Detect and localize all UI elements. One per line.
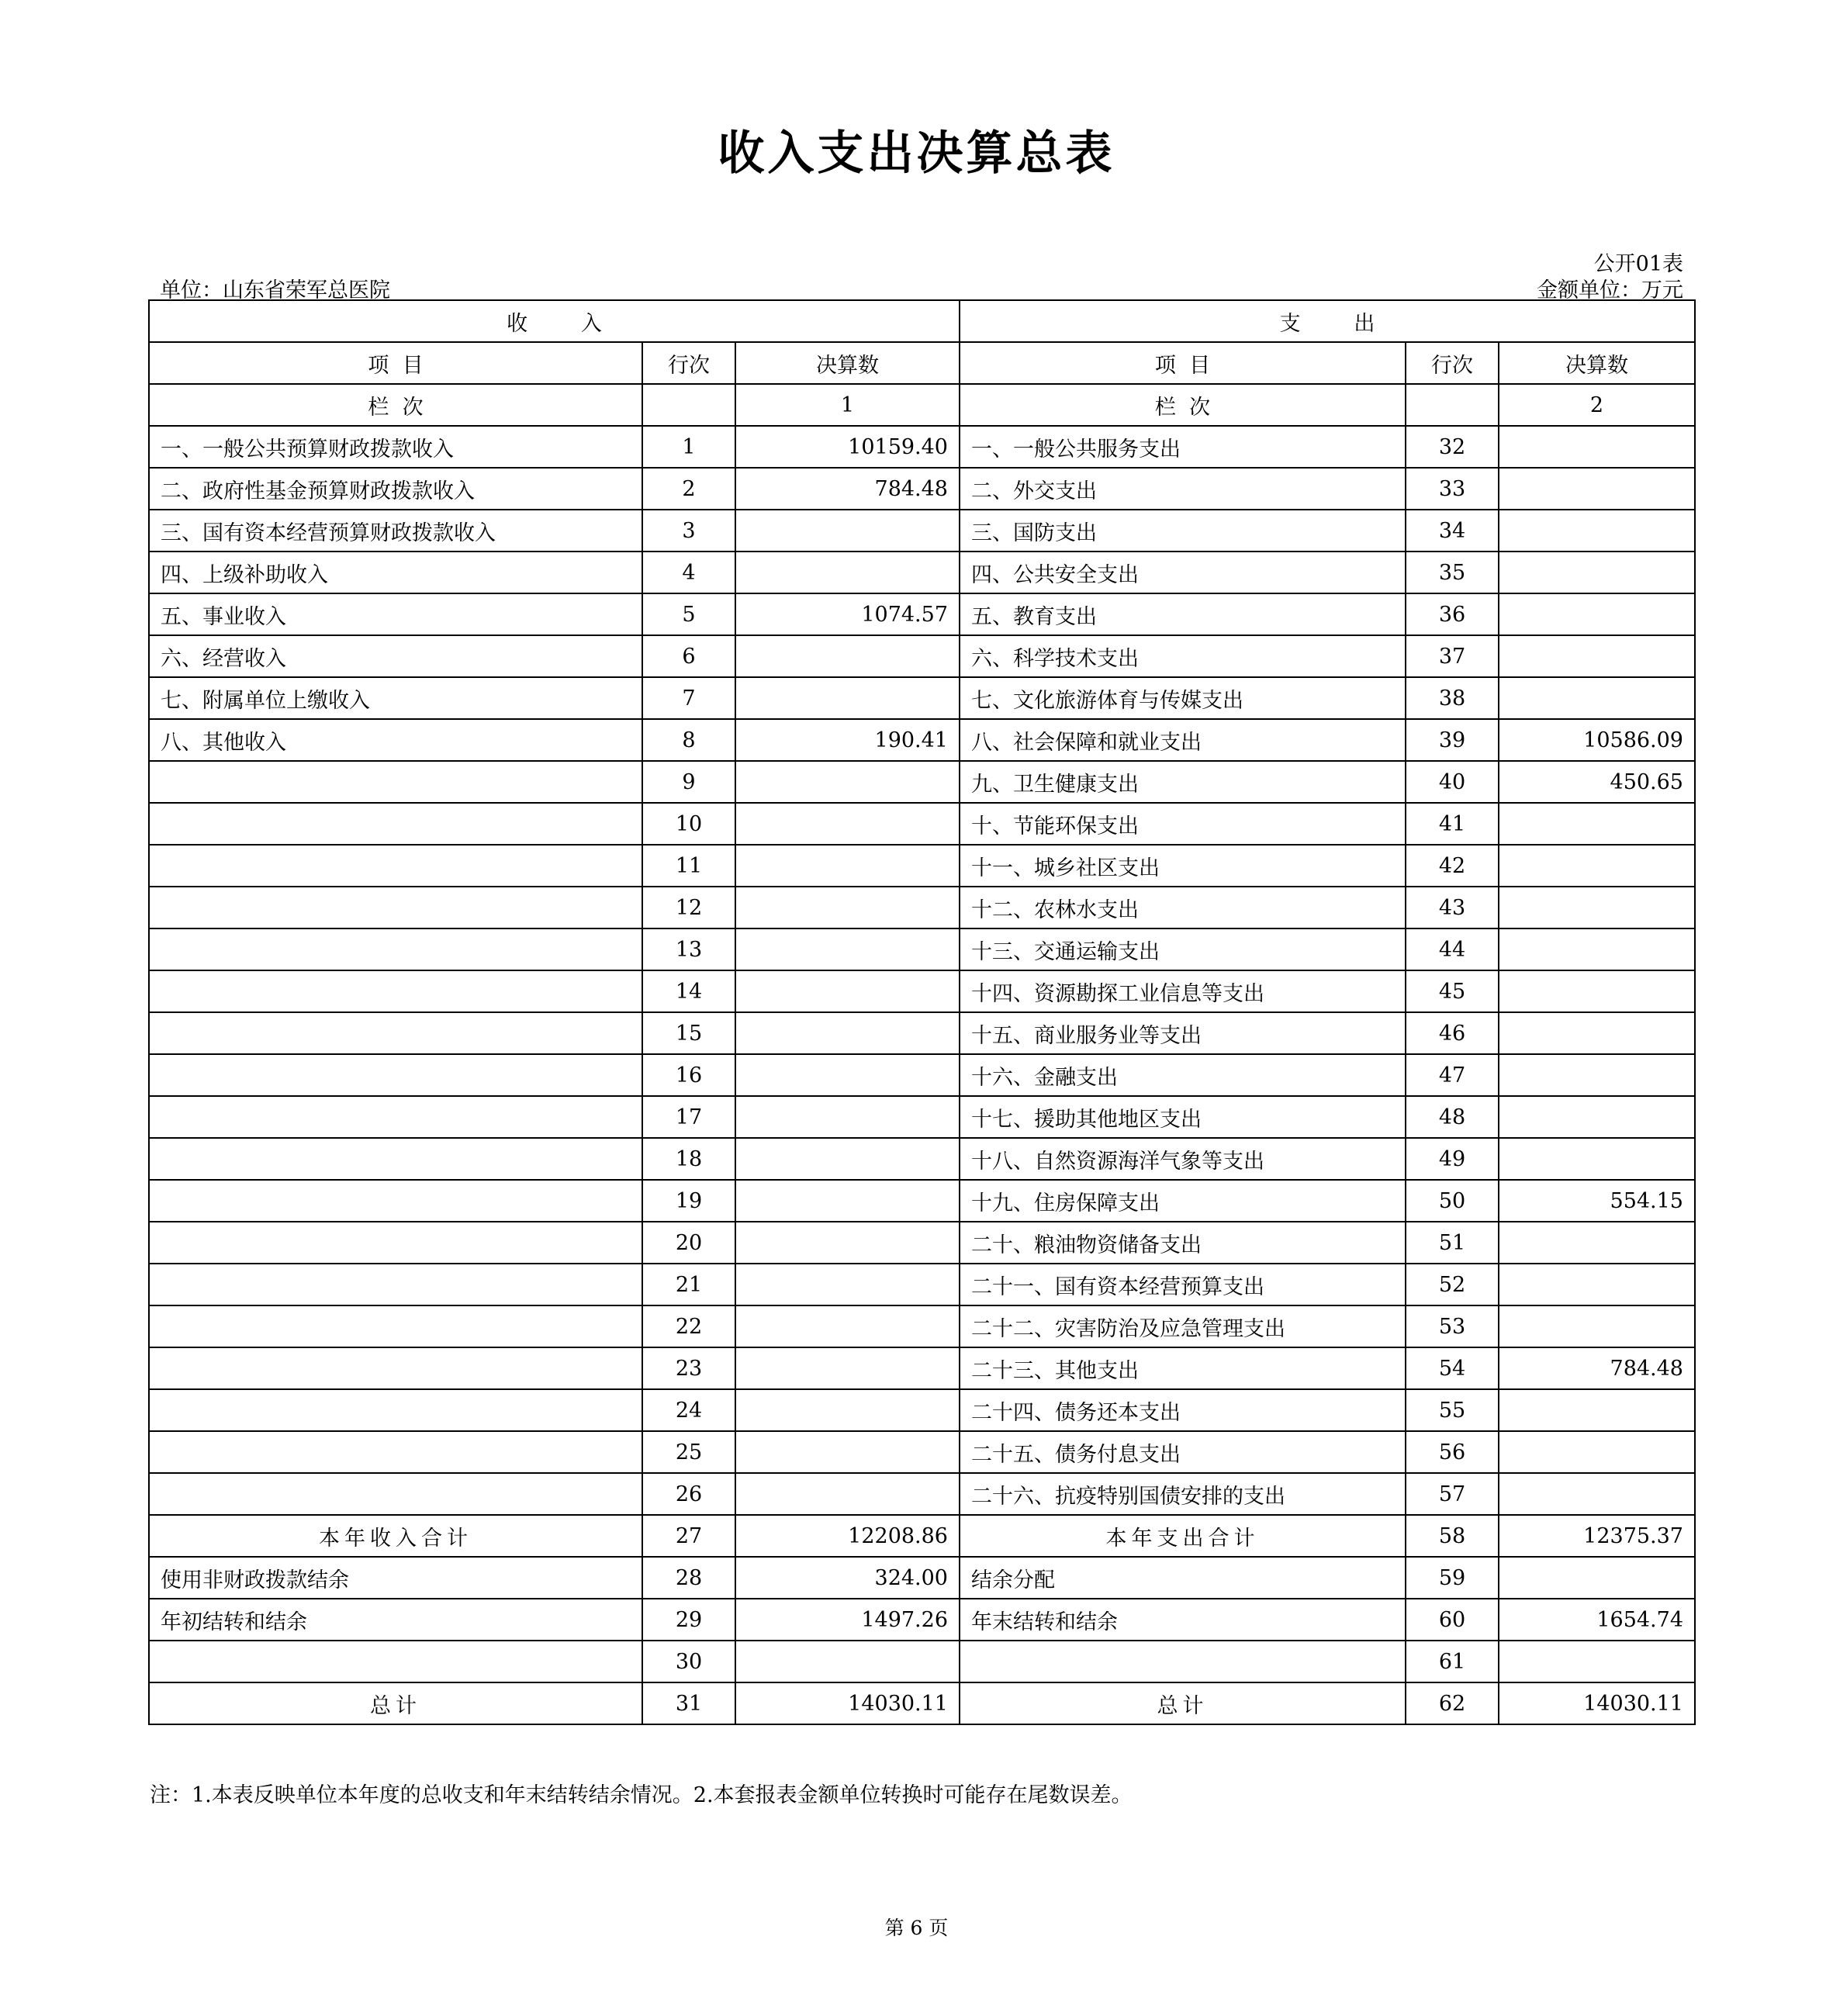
income-amount-cell: 190.41	[735, 719, 960, 761]
table-row	[149, 1641, 1695, 1682]
expense-line-cell: 62	[1406, 1682, 1499, 1724]
income-item-cell	[149, 1264, 642, 1305]
income-line-cell: 14	[642, 970, 735, 1012]
income-item-cell: 二、政府性基金预算财政拨款收入	[149, 468, 642, 510]
income-amount-cell	[735, 1305, 960, 1347]
expense-item-cell: 十五、商业服务业等支出	[960, 1012, 1406, 1054]
expense-item-cell: 六、科学技术支出	[960, 635, 1406, 677]
expense-item-cell: 八、社会保障和就业支出	[960, 719, 1406, 761]
table-row	[149, 426, 1695, 468]
income-line-cell: 9	[642, 761, 735, 803]
expense-amount-cell: 450.65	[1499, 761, 1695, 803]
expense-line-cell: 40	[1406, 761, 1499, 803]
income-item-cell	[149, 970, 642, 1012]
income-line-header: 行次	[642, 342, 735, 384]
expense-column-number: 2	[1499, 384, 1695, 426]
income-line-empty	[642, 384, 735, 426]
income-column-number: 1	[735, 384, 960, 426]
expense-item-cell: 十四、资源勘探工业信息等支出	[960, 970, 1406, 1012]
income-expense-table	[148, 299, 1696, 1725]
expense-line-cell: 33	[1406, 468, 1499, 510]
income-item-cell: 四、上级补助收入	[149, 552, 642, 593]
expense-item-cell: 二、外交支出	[960, 468, 1406, 510]
income-amount-cell: 784.48	[735, 468, 960, 510]
expense-line-cell: 35	[1406, 552, 1499, 593]
income-item-cell	[149, 1347, 642, 1389]
expense-amount-cell: 12375.37	[1499, 1515, 1695, 1557]
table-row	[149, 1473, 1695, 1515]
table-row	[149, 887, 1695, 928]
table-row	[149, 1138, 1695, 1180]
expense-line-cell: 59	[1406, 1557, 1499, 1599]
income-line-cell: 17	[642, 1096, 735, 1138]
expense-item-cell: 十九、住房保障支出	[960, 1180, 1406, 1222]
expense-item-cell: 本年支出合计	[960, 1515, 1406, 1557]
income-section-header: 收 入	[149, 300, 960, 342]
income-item-cell	[149, 1389, 642, 1431]
income-amount-cell	[735, 1180, 960, 1222]
income-item-cell: 年初结转和结余	[149, 1599, 642, 1641]
income-line-cell: 20	[642, 1222, 735, 1264]
expense-item-cell: 二十二、灾害防治及应急管理支出	[960, 1305, 1406, 1347]
expense-line-cell: 41	[1406, 803, 1499, 845]
income-amount-cell	[735, 1431, 960, 1473]
income-item-cell	[149, 928, 642, 970]
expense-item-cell: 二十四、债务还本支出	[960, 1389, 1406, 1431]
income-item-cell: 六、经营收入	[149, 635, 642, 677]
expense-amount-cell	[1499, 1096, 1695, 1138]
income-line-cell: 12	[642, 887, 735, 928]
income-line-cell: 30	[642, 1641, 735, 1682]
expense-item-cell: 五、教育支出	[960, 593, 1406, 635]
expense-amount-cell	[1499, 1641, 1695, 1682]
expense-line-cell: 56	[1406, 1431, 1499, 1473]
expense-line-cell: 43	[1406, 887, 1499, 928]
income-item-cell	[149, 761, 642, 803]
income-item-cell	[149, 803, 642, 845]
expense-line-cell: 60	[1406, 1599, 1499, 1641]
page-number: 第 6 页	[884, 1917, 949, 1939]
form-number: 公开01表	[1593, 252, 1683, 276]
income-line-cell: 18	[642, 1138, 735, 1180]
income-amount-header: 决算数	[735, 342, 960, 384]
income-item-cell: 七、附属单位上缴收入	[149, 677, 642, 719]
income-item-cell	[149, 1096, 642, 1138]
income-amount-cell	[735, 1389, 960, 1431]
income-amount-cell: 1497.26	[735, 1599, 960, 1641]
income-line-cell: 3	[642, 510, 735, 552]
expense-line-cell: 34	[1406, 510, 1499, 552]
table-row	[149, 552, 1695, 593]
income-item-cell	[149, 1305, 642, 1347]
income-item-cell	[149, 1641, 642, 1682]
income-amount-cell	[735, 1222, 960, 1264]
income-line-cell: 28	[642, 1557, 735, 1599]
table-row	[149, 1012, 1695, 1054]
expense-line-cell: 52	[1406, 1264, 1499, 1305]
expense-amount-header: 决算数	[1499, 342, 1695, 384]
expense-line-cell: 51	[1406, 1222, 1499, 1264]
income-line-cell: 23	[642, 1347, 735, 1389]
income-line-cell: 25	[642, 1431, 735, 1473]
table-row	[149, 1305, 1695, 1347]
table-row	[149, 1389, 1695, 1431]
income-item-cell	[149, 1054, 642, 1096]
income-amount-cell	[735, 677, 960, 719]
expense-amount-cell	[1499, 677, 1695, 719]
expense-line-cell: 55	[1406, 1389, 1499, 1431]
expense-amount-cell: 554.15	[1499, 1180, 1695, 1222]
expense-amount-cell: 784.48	[1499, 1347, 1695, 1389]
income-line-cell: 21	[642, 1264, 735, 1305]
expense-item-cell: 十一、城乡社区支出	[960, 845, 1406, 887]
expense-line-cell: 48	[1406, 1096, 1499, 1138]
income-item-cell	[149, 1012, 642, 1054]
income-item-cell	[149, 1473, 642, 1515]
page-title: 收入支出决算总表	[718, 126, 1115, 181]
income-item-cell: 本年收入合计	[149, 1515, 642, 1557]
expense-amount-cell: 14030.11	[1499, 1682, 1695, 1724]
expense-item-cell: 二十五、债务付息支出	[960, 1431, 1406, 1473]
expense-amount-cell	[1499, 1557, 1695, 1599]
expense-line-cell: 46	[1406, 1012, 1499, 1054]
income-amount-cell	[735, 1012, 960, 1054]
table-row	[149, 1515, 1695, 1557]
income-amount-cell	[735, 1347, 960, 1389]
expense-item-cell: 二十、粮油物资储备支出	[960, 1222, 1406, 1264]
expense-column-row-label: 栏 次	[960, 384, 1406, 426]
table-row	[149, 1096, 1695, 1138]
expense-item-cell: 七、文化旅游体育与传媒支出	[960, 677, 1406, 719]
table-row	[149, 719, 1695, 761]
expense-line-cell: 50	[1406, 1180, 1499, 1222]
expense-amount-cell	[1499, 1305, 1695, 1347]
expense-line-cell: 53	[1406, 1305, 1499, 1347]
expense-amount-cell	[1499, 1222, 1695, 1264]
footnote: 注：1.本表反映单位本年度的总收支和年末结转结余情况。2.本套报表金额单位转换时可能存在尾数误差。	[150, 1783, 1133, 1807]
expense-section-header: 支 出	[960, 300, 1695, 342]
expense-amount-cell	[1499, 1473, 1695, 1515]
table-row	[149, 1222, 1695, 1264]
table-row	[149, 1682, 1695, 1724]
income-amount-cell	[735, 928, 960, 970]
income-amount-cell	[735, 510, 960, 552]
expense-line-cell: 54	[1406, 1347, 1499, 1389]
expense-amount-cell	[1499, 510, 1695, 552]
income-amount-cell	[735, 635, 960, 677]
income-item-cell: 使用非财政拨款结余	[149, 1557, 642, 1599]
expense-amount-cell	[1499, 1264, 1695, 1305]
income-item-header: 项 目	[149, 342, 642, 384]
income-line-cell: 29	[642, 1599, 735, 1641]
expense-amount-cell	[1499, 1138, 1695, 1180]
income-item-cell	[149, 845, 642, 887]
expense-item-cell: 三、国防支出	[960, 510, 1406, 552]
income-amount-cell	[735, 761, 960, 803]
income-line-cell: 22	[642, 1305, 735, 1347]
income-line-cell: 7	[642, 677, 735, 719]
income-line-cell: 10	[642, 803, 735, 845]
expense-item-cell: 十三、交通运输支出	[960, 928, 1406, 970]
table-row	[149, 677, 1695, 719]
expense-line-cell: 61	[1406, 1641, 1499, 1682]
income-line-cell: 13	[642, 928, 735, 970]
table-row	[149, 468, 1695, 510]
expense-amount-cell	[1499, 887, 1695, 928]
expense-amount-cell	[1499, 552, 1695, 593]
expense-item-cell: 一、一般公共服务支出	[960, 426, 1406, 468]
income-amount-cell	[735, 1473, 960, 1515]
income-line-cell: 2	[642, 468, 735, 510]
expense-item-cell: 总计	[960, 1682, 1406, 1724]
table-row	[149, 803, 1695, 845]
income-line-cell: 4	[642, 552, 735, 593]
income-line-cell: 31	[642, 1682, 735, 1724]
income-column-row-label: 栏 次	[149, 384, 642, 426]
expense-item-cell: 十、节能环保支出	[960, 803, 1406, 845]
expense-item-cell: 结余分配	[960, 1557, 1406, 1599]
income-line-cell: 6	[642, 635, 735, 677]
table-row	[149, 1180, 1695, 1222]
expense-amount-cell	[1499, 1389, 1695, 1431]
income-amount-cell	[735, 552, 960, 593]
table-row	[149, 1347, 1695, 1389]
income-amount-cell	[735, 887, 960, 928]
table-row	[149, 970, 1695, 1012]
expense-line-cell: 36	[1406, 593, 1499, 635]
income-amount-cell: 324.00	[735, 1557, 960, 1599]
table-row	[149, 1054, 1695, 1096]
income-line-cell: 26	[642, 1473, 735, 1515]
income-item-cell: 三、国有资本经营预算财政拨款收入	[149, 510, 642, 552]
income-item-cell: 五、事业收入	[149, 593, 642, 635]
income-amount-cell	[735, 1641, 960, 1682]
expense-line-cell: 42	[1406, 845, 1499, 887]
income-line-cell: 1	[642, 426, 735, 468]
income-amount-cell	[735, 803, 960, 845]
expense-line-cell: 47	[1406, 1054, 1499, 1096]
income-amount-cell	[735, 845, 960, 887]
expense-amount-cell	[1499, 468, 1695, 510]
column-number-row	[149, 384, 1695, 426]
income-item-cell	[149, 1222, 642, 1264]
expense-line-cell: 38	[1406, 677, 1499, 719]
expense-amount-cell: 1654.74	[1499, 1599, 1695, 1641]
expense-amount-cell	[1499, 928, 1695, 970]
expense-line-cell: 45	[1406, 970, 1499, 1012]
expense-amount-cell	[1499, 635, 1695, 677]
column-header-row	[149, 342, 1695, 384]
expense-line-header: 行次	[1406, 342, 1499, 384]
expense-line-cell: 57	[1406, 1473, 1499, 1515]
expense-item-cell: 九、卫生健康支出	[960, 761, 1406, 803]
income-item-cell: 一、一般公共预算财政拨款收入	[149, 426, 642, 468]
expense-item-cell: 二十三、其他支出	[960, 1347, 1406, 1389]
income-item-cell	[149, 1138, 642, 1180]
table-row	[149, 635, 1695, 677]
expense-line-cell: 32	[1406, 426, 1499, 468]
income-amount-cell: 10159.40	[735, 426, 960, 468]
income-line-cell: 24	[642, 1389, 735, 1431]
expense-item-cell: 十六、金融支出	[960, 1054, 1406, 1096]
expense-item-cell: 十七、援助其他地区支出	[960, 1096, 1406, 1138]
table-row	[149, 761, 1695, 803]
income-line-cell: 19	[642, 1180, 735, 1222]
income-amount-cell	[735, 1096, 960, 1138]
income-line-cell: 15	[642, 1012, 735, 1054]
income-line-cell: 8	[642, 719, 735, 761]
section-header-row	[149, 300, 1695, 342]
expense-amount-cell	[1499, 593, 1695, 635]
expense-amount-cell	[1499, 803, 1695, 845]
expense-line-cell: 58	[1406, 1515, 1499, 1557]
table-row	[149, 845, 1695, 887]
expense-line-cell: 49	[1406, 1138, 1499, 1180]
table-row	[149, 1557, 1695, 1599]
expense-line-empty	[1406, 384, 1499, 426]
expense-item-cell: 年末结转和结余	[960, 1599, 1406, 1641]
income-line-cell: 5	[642, 593, 735, 635]
expense-item-cell: 二十六、抗疫特别国债安排的支出	[960, 1473, 1406, 1515]
expense-amount-cell	[1499, 426, 1695, 468]
income-amount-cell: 14030.11	[735, 1682, 960, 1724]
income-amount-cell: 1074.57	[735, 593, 960, 635]
table-row	[149, 593, 1695, 635]
unit-label: 单位：山东省荣军总医院	[160, 278, 390, 303]
income-amount-cell	[735, 1138, 960, 1180]
expense-item-cell: 十二、农林水支出	[960, 887, 1406, 928]
income-amount-cell: 12208.86	[735, 1515, 960, 1557]
expense-amount-cell: 10586.09	[1499, 719, 1695, 761]
income-item-cell	[149, 1180, 642, 1222]
expense-item-header: 项 目	[960, 342, 1406, 384]
income-item-cell	[149, 1431, 642, 1473]
income-item-cell	[149, 887, 642, 928]
income-line-cell: 11	[642, 845, 735, 887]
expense-line-cell: 39	[1406, 719, 1499, 761]
table-row	[149, 510, 1695, 552]
table-row	[149, 928, 1695, 970]
expense-item-cell: 十八、自然资源海洋气象等支出	[960, 1138, 1406, 1180]
expense-amount-cell	[1499, 845, 1695, 887]
income-amount-cell	[735, 1264, 960, 1305]
expense-line-cell: 44	[1406, 928, 1499, 970]
expense-item-cell: 二十一、国有资本经营预算支出	[960, 1264, 1406, 1305]
expense-amount-cell	[1499, 1054, 1695, 1096]
expense-amount-cell	[1499, 1431, 1695, 1473]
income-amount-cell	[735, 1054, 960, 1096]
table-row	[149, 1599, 1695, 1641]
income-item-cell: 总计	[149, 1682, 642, 1724]
expense-item-cell: 四、公共安全支出	[960, 552, 1406, 593]
expense-amount-cell	[1499, 970, 1695, 1012]
income-item-cell: 八、其他收入	[149, 719, 642, 761]
expense-amount-cell	[1499, 1012, 1695, 1054]
income-line-cell: 27	[642, 1515, 735, 1557]
amount-unit-label: 金额单位：万元	[1537, 278, 1683, 303]
expense-line-cell: 37	[1406, 635, 1499, 677]
table-row	[149, 1431, 1695, 1473]
expense-item-cell	[960, 1641, 1406, 1682]
income-line-cell: 16	[642, 1054, 735, 1096]
table-row	[149, 1264, 1695, 1305]
income-amount-cell	[735, 970, 960, 1012]
